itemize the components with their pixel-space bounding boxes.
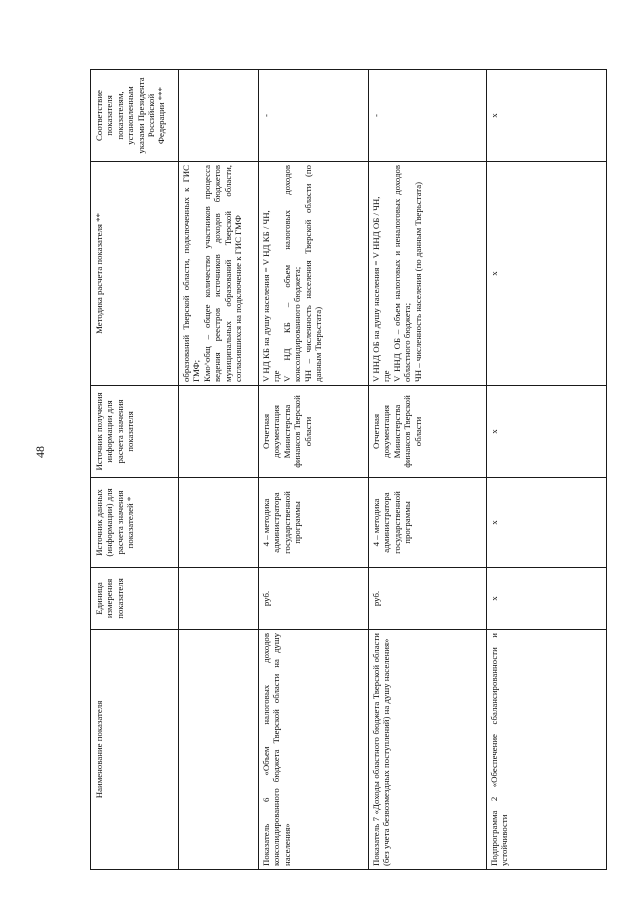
row7-unit: руб. [369,568,487,630]
row6-unit: руб. [259,568,369,630]
row7-method [369,162,487,386]
rotated-table-container [90,70,606,870]
row6-method-line-4: ЧН – численность населения Тверской области (по данным Тверьстата) [302,165,323,382]
row7-method-line-2: где [381,370,392,382]
row7-name: Показатель 7 «Доходы областного бюджета Тверской области (без учета безвозмездных поступлений) на душу населения» [369,630,487,870]
row7-method-line-1: V ННД ОБ на душу населения = V ННД ОБ / ЧН, [371,196,381,382]
cont-method-line-1: образований Тверской области, подключенных к ГИС ГМФ; [181,165,202,382]
indicator-table-wrapper [90,70,606,870]
cont-data-source-cell [179,478,259,568]
header-data-source: Источник данных (информации) для расчета значения показателей * [91,478,179,568]
sub-name: Подпрограмма 2 «Обеспечение сбалансированности и устойчивости [487,630,607,870]
row7-method-line-3: V ННД ОБ – объем налоговых и неналоговых доходов областного бюджета; [391,165,413,382]
table-row-indicator-7 [369,70,487,870]
sub-info-source: x [487,386,607,478]
header-compliance: Соответствие показателя показателям, установленным указами Президента Российской Федерации *** [91,70,179,162]
row6-data-source: 4 – методика администратора государственной программы [259,478,369,568]
row7-data-source: 4 – методика администратора государственной программы [369,478,487,568]
row6-method [259,162,369,386]
header-info-source: Источник получения информации для расчета значения показателя [91,386,179,478]
cont-unit-cell [179,568,259,630]
header-name: Наименование показателя [91,630,179,870]
row6-method-line-3: V НД КБ – объем налоговых доходов консолидированного бюджета; [281,165,303,382]
indicators-table [90,69,607,870]
cont-info-source-cell [179,386,259,478]
table-row-continuation [179,70,259,870]
table-row-subprogram-2 [487,70,607,870]
row6-name: Показатель 6 «Объем налоговых доходов консолидированного бюджета Тверской области на душу населения» [259,630,369,870]
sub-data-source: x [487,478,607,568]
cont-method-line-2: Кмо^общ – общее количество участников процесса ведения реестров источников доходов бюджетов муниципальных образований Тверской области, согласившихся на подключение к ГИС ГМФ [201,165,243,382]
sub-method: x [487,162,607,386]
row6-compliance: - [259,70,369,162]
row7-method-line-4: ЧН – численность населения (по данным Тверьстата) [412,181,423,382]
row6-info-source: Отчетная документация Министерства финансов Тверской области [259,386,369,478]
header-row [91,70,179,870]
table-row-indicator-6 [259,70,369,870]
header-unit: Единица измерения показателя [91,568,179,630]
header-method: Методика расчета показателя ** [91,162,179,386]
sub-compliance: x [487,70,607,162]
cont-method-cell [179,162,259,386]
cont-compliance-cell [179,70,259,162]
cont-name-cell [179,630,259,870]
sub-unit: x [487,568,607,630]
page-number: 48 [33,446,47,458]
row7-info-source: Отчетная документация Министерства финансов Тверской области [369,386,487,478]
row6-method-line-2: где [271,370,282,382]
row7-compliance: - [369,70,487,162]
row6-method-line-1: V НД КБ на душу населения = V НД КБ / ЧН, [261,210,271,382]
